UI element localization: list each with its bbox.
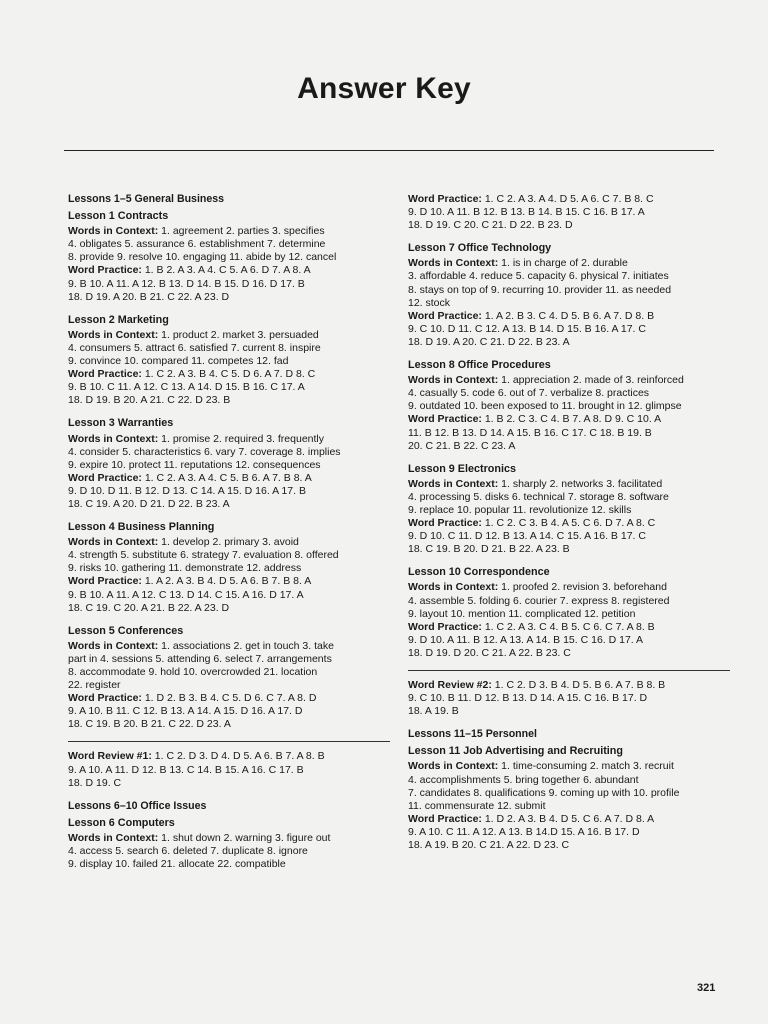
- word-review-label: Word Review #1:: [68, 750, 152, 763]
- section-heading: Lessons 1–5 General Business: [68, 193, 225, 205]
- answer-line: 9. convince 10. compared 11. competes 12. fad: [68, 355, 289, 368]
- word-practice-label: Word Practice:: [68, 471, 142, 484]
- answer-line: 7. candidates 8. qualifications 9. coming up with 10. profile: [408, 786, 680, 799]
- answer-line: 18. D 19. C: [68, 776, 122, 789]
- lesson-title: Lesson 5 Conferences: [68, 624, 184, 637]
- words-in-context-label: Words in Context:: [68, 225, 159, 238]
- words-in-context-label: Words in Context:: [408, 581, 499, 594]
- answer-line: 9. B 10. C 11. A 12. C 13. A 14. D 15. B 16. C 17. A: [68, 381, 305, 394]
- lesson-title: Lesson 2 Marketing: [68, 313, 169, 326]
- page-title: Answer Key: [297, 72, 471, 105]
- words-in-context-label: Words in Context:: [408, 760, 499, 773]
- answer-text: 1. agreement 2. parties 3. specifies: [161, 225, 325, 238]
- answer-text: 1. associations 2. get in touch 3. take: [161, 639, 334, 652]
- answer-text: 1. A 2. A 3. B 4. D 5. A 6. B 7. B 8. A: [144, 575, 312, 588]
- lesson-block-5: [68, 625, 390, 732]
- answer-line: 22. register: [68, 679, 121, 692]
- lesson-block-7: [408, 242, 730, 349]
- lesson-block-10: [408, 566, 730, 660]
- lesson-title: Lesson 10 Correspondence: [408, 566, 550, 579]
- answer-line: 9. C 10. B 11. D 12. B 13. D 14. A 15. C 16. B 17. D: [408, 692, 648, 705]
- lesson-block-4: [68, 521, 390, 615]
- answer-line: 9. A 10. C 11. A 12. A 13. B 14.D 15. A 16. B 17. D: [408, 825, 640, 838]
- section-divider: [68, 741, 390, 742]
- word-practice-label: Word Practice:: [408, 193, 482, 205]
- word-practice: [68, 575, 390, 588]
- lesson-block-3: [68, 417, 390, 511]
- words-in-context-label: Words in Context:: [68, 328, 159, 341]
- lesson-title: Lesson 8 Office Procedures: [408, 359, 551, 372]
- word-review: [408, 679, 730, 692]
- answer-line: 18. D 19. B 20. A 21. C 22. D 23. B: [68, 394, 231, 407]
- answer-line: 12. stock: [408, 296, 451, 309]
- answer-text: 1. C 2. D 3. B 4. D 5. B 6. A 7. B 8. B: [494, 679, 666, 691]
- lesson-block-6: [68, 817, 390, 871]
- lesson-block-8: [408, 359, 730, 453]
- words-in-context: [408, 581, 730, 594]
- right-column: [408, 193, 730, 862]
- answer-text: 1. shut down 2. warning 3. figure out: [161, 831, 331, 844]
- word-practice-label: Word Practice:: [408, 620, 482, 633]
- answer-line: part in 4. sessions 5. attending 6. select 7. arrangements: [68, 652, 332, 665]
- words-in-context-label: Words in Context:: [68, 536, 159, 549]
- answer-line: 9. C 10. D 11. C 12. A 13. B 14. D 15. B 16. A 17. C: [408, 322, 646, 335]
- word-practice-label: Word Practice:: [68, 575, 142, 588]
- answer-text: 1. promise 2. required 3. frequently: [161, 432, 324, 445]
- answer-line: 11. commensurate 12. submit: [408, 799, 546, 812]
- word-practice: [408, 517, 730, 530]
- answer-line: 4. obligates 5. assurance 6. establishment 7. determine: [68, 238, 326, 251]
- answer-text: 1. D 2. A 3. B 4. D 5. C 6. A 7. D 8. A: [484, 812, 655, 825]
- lesson-title: Lesson 1 Contracts: [68, 210, 169, 223]
- lesson-block-1: [68, 210, 390, 304]
- lesson-title: Lesson 9 Electronics: [408, 462, 517, 475]
- answer-line: 9. replace 10. popular 11. revolutionize 12. skills: [408, 503, 632, 516]
- answer-line: 4. accomplishments 5. bring together 6. abundant: [408, 773, 639, 786]
- answer-text: 1. C 2. A 3. A 4. C 5. B 6. A 7. B 8. A: [144, 471, 312, 484]
- answer-text: 1. A 2. B 3. C 4. D 5. B 6. A 7. D 8. B: [484, 309, 655, 322]
- words-in-context-label: Words in Context:: [408, 257, 499, 270]
- answer-text: 1. C 2. D 3. D 4. D 5. A 6. B 7. A 8. B: [154, 750, 325, 763]
- answer-line: 9. D 10. A 11. B 12. B 13. B 14. B 15. C 16. B 17. A: [408, 206, 645, 219]
- answer-line: 18. D 19. A 20. B 21. C 22. A 23. D: [68, 290, 230, 303]
- word-practice-label: Word Practice:: [68, 692, 142, 705]
- answer-line: 18. C 19. A 20. D 21. D 22. B 23. A: [68, 497, 230, 510]
- word-practice: [408, 813, 730, 826]
- words-in-context: [68, 536, 390, 549]
- answer-line: 9. expire 10. protect 11. reputations 12. consequences: [68, 458, 321, 471]
- word-practice: [408, 621, 730, 634]
- lesson-block-2: [68, 314, 390, 408]
- answer-line: 18. D 19. D 20. C 21. A 22. B 23. C: [408, 646, 571, 659]
- answer-text: 1. time-consuming 2. match 3. recruit: [501, 760, 674, 773]
- answer-text: 1. C 2. A 3. C 4. B 5. C 6. C 7. A 8. B: [484, 620, 655, 633]
- answer-line: 4. access 5. search 6. deleted 7. duplicate 8. ignore: [68, 845, 308, 858]
- answer-line: 4. consider 5. characteristics 6. vary 7. coverage 8. implies: [68, 445, 341, 458]
- answer-line: 9. A 10. A 11. D 12. B 13. C 14. B 15. A 16. C 17. B: [68, 763, 304, 776]
- lesson-block-11: [408, 745, 730, 852]
- word-review-label: Word Review #2:: [408, 679, 492, 691]
- answer-line: 18. D 19. A 20. C 21. D 22. B 23. A: [408, 335, 570, 348]
- answer-line: 4. assemble 5. folding 6. courier 7. express 8. registered: [408, 594, 670, 607]
- words-in-context-label: Words in Context:: [408, 374, 499, 387]
- lesson-title: Lesson 6 Computers: [68, 816, 175, 829]
- answer-line: 4. strength 5. substitute 6. strategy 7. evaluation 8. offered: [68, 549, 339, 562]
- word-practice: [408, 413, 730, 426]
- title-divider: [64, 150, 714, 151]
- words-in-context: [68, 433, 390, 446]
- words-in-context: [68, 329, 390, 342]
- words-in-context-label: Words in Context:: [68, 831, 159, 844]
- answer-text: 1. sharply 2. networks 3. facilitated: [501, 477, 663, 490]
- answer-line: 9. display 10. failed 21. allocate 22. compatible: [68, 858, 286, 871]
- left-column: [68, 193, 390, 881]
- answer-line: 9. layout 10. mention 11. complicated 12. petition: [408, 607, 636, 620]
- lesson-block-6-continued: [408, 193, 730, 232]
- answer-line: 3. affordable 4. reduce 5. capacity 6. physical 7. initiates: [408, 270, 669, 283]
- word-practice: [408, 193, 730, 206]
- words-in-context-label: Words in Context:: [408, 477, 499, 490]
- words-in-context-label: Words in Context:: [68, 432, 159, 445]
- words-in-context: [408, 760, 730, 773]
- answer-line: 9. outdated 10. been exposed to 11. brought in 12. glimpse: [408, 400, 682, 413]
- answer-text: 1. proofed 2. revision 3. beforehand: [501, 581, 667, 594]
- answer-text: 1. C 2. A 3. A 4. D 5. A 6. C 7. B 8. C: [484, 193, 654, 205]
- answer-text: 1. is in charge of 2. durable: [501, 257, 628, 270]
- word-practice: [68, 368, 390, 381]
- words-in-context: [68, 832, 390, 845]
- answer-line: 18. D 19. C 20. C 21. D 22. B 23. D: [408, 219, 573, 232]
- answer-text: 1. C 2. C 3. B 4. A 5. C 6. D 7. A 8. C: [484, 517, 656, 530]
- answer-line: 20. C 21. B 22. C 23. A: [408, 439, 516, 452]
- page-number: 321: [697, 982, 716, 994]
- answer-text: 1. D 2. B 3. B 4. C 5. D 6. C 7. A 8. D: [144, 692, 317, 705]
- word-practice: [68, 692, 390, 705]
- section-divider: [408, 670, 730, 671]
- words-in-context-label: Words in Context:: [68, 639, 159, 652]
- words-in-context: [68, 640, 390, 653]
- words-in-context: [408, 374, 730, 387]
- answer-text: 1. B 2. C 3. C 4. B 7. A 8. D 9. C 10. A: [484, 413, 662, 426]
- word-practice: [408, 310, 730, 323]
- word-practice-label: Word Practice:: [408, 309, 482, 322]
- word-practice: [68, 472, 390, 485]
- answer-line: 9. D 10. C 11. D 12. B 13. A 14. C 15. A 16. B 17. C: [408, 530, 646, 543]
- answer-line: 4. processing 5. disks 6. technical 7. storage 8. software: [408, 490, 669, 503]
- answer-text: 1. develop 2. primary 3. avoid: [161, 536, 299, 549]
- answer-line: 8. provide 9. resolve 10. engaging 11. abide by 12. cancel: [68, 251, 337, 264]
- words-in-context: [68, 225, 390, 238]
- answer-line: 9. B 10. A 11. A 12. C 13. D 14. C 15. A 16. D 17. A: [68, 588, 304, 601]
- answer-line: 9. A 10. B 11. C 12. B 13. A 14. A 15. D 16. A 17. D: [68, 705, 303, 718]
- word-review-1: [68, 750, 390, 789]
- answer-line: 18. C 19. B 20. D 21. B 22. A 23. B: [408, 543, 570, 556]
- section-heading: Lessons 11–15 Personnel: [408, 728, 537, 741]
- lesson-title: Lesson 4 Business Planning: [68, 521, 215, 534]
- word-practice-label: Word Practice:: [408, 517, 482, 530]
- word-practice-label: Word Practice:: [408, 413, 482, 426]
- answer-line: 4. casually 5. code 6. out of 7. verbalize 8. practices: [408, 387, 650, 400]
- answer-line: 4. consumers 5. attract 6. satisfied 7. current 8. inspire: [68, 341, 321, 354]
- answer-text: 1. product 2. market 3. persuaded: [161, 328, 319, 341]
- answer-text: 1. C 2. A 3. B 4. C 5. D 6. A 7. D 8. C: [144, 368, 316, 381]
- answer-line: 9. risks 10. gathering 11. demonstrate 12. address: [68, 562, 302, 575]
- word-practice-label: Word Practice:: [68, 264, 142, 277]
- answer-line: 18. A 19. B: [408, 705, 459, 718]
- answer-text: 1. appreciation 2. made of 3. reinforced: [501, 374, 684, 387]
- lesson-title: Lesson 3 Warranties: [68, 417, 174, 430]
- section-heading: Lessons 6–10 Office Issues: [68, 799, 207, 812]
- lesson-title: Lesson 11 Job Advertising and Recruiting: [408, 745, 623, 758]
- answer-line: 9. D 10. D 11. B 12. D 13. C 14. A 15. D 16. A 17. B: [68, 484, 306, 497]
- lesson-title: Lesson 7 Office Technology: [408, 242, 552, 255]
- words-in-context: [408, 478, 730, 491]
- answer-line: 18. C 19. C 20. A 21. B 22. A 23. D: [68, 601, 230, 614]
- answer-line: 18. A 19. B 20. C 21. A 22. D 23. C: [408, 839, 570, 852]
- lesson-block-9: [408, 463, 730, 557]
- word-review: [68, 750, 390, 763]
- answer-line: 9. D 10. A 11. B 12. A 13. A 14. B 15. C 16. D 17. A: [408, 633, 644, 646]
- answer-line: 9. B 10. A 11. A 12. B 13. D 14. B 15. D 16. D 17. B: [68, 277, 305, 290]
- word-practice-label: Word Practice:: [408, 812, 482, 825]
- answer-line: 18. C 19. B 20. B 21. C 22. D 23. A: [68, 718, 231, 731]
- words-in-context: [408, 257, 730, 270]
- answer-line: 11. B 12. B 13. D 14. A 15. B 16. C 17. C 18. B 19. B: [408, 426, 652, 439]
- word-practice: [68, 264, 390, 277]
- answer-line: 8. accommodate 9. hold 10. overcrowded 21. location: [68, 666, 318, 678]
- answer-text: 1. B 2. A 3. A 4. C 5. A 6. D 7. A 8. A: [144, 264, 311, 277]
- word-review-2: [408, 679, 730, 718]
- word-practice-label: Word Practice:: [68, 368, 142, 381]
- answer-line: 8. stays on top of 9. recurring 10. provider 11. as needed: [408, 283, 672, 296]
